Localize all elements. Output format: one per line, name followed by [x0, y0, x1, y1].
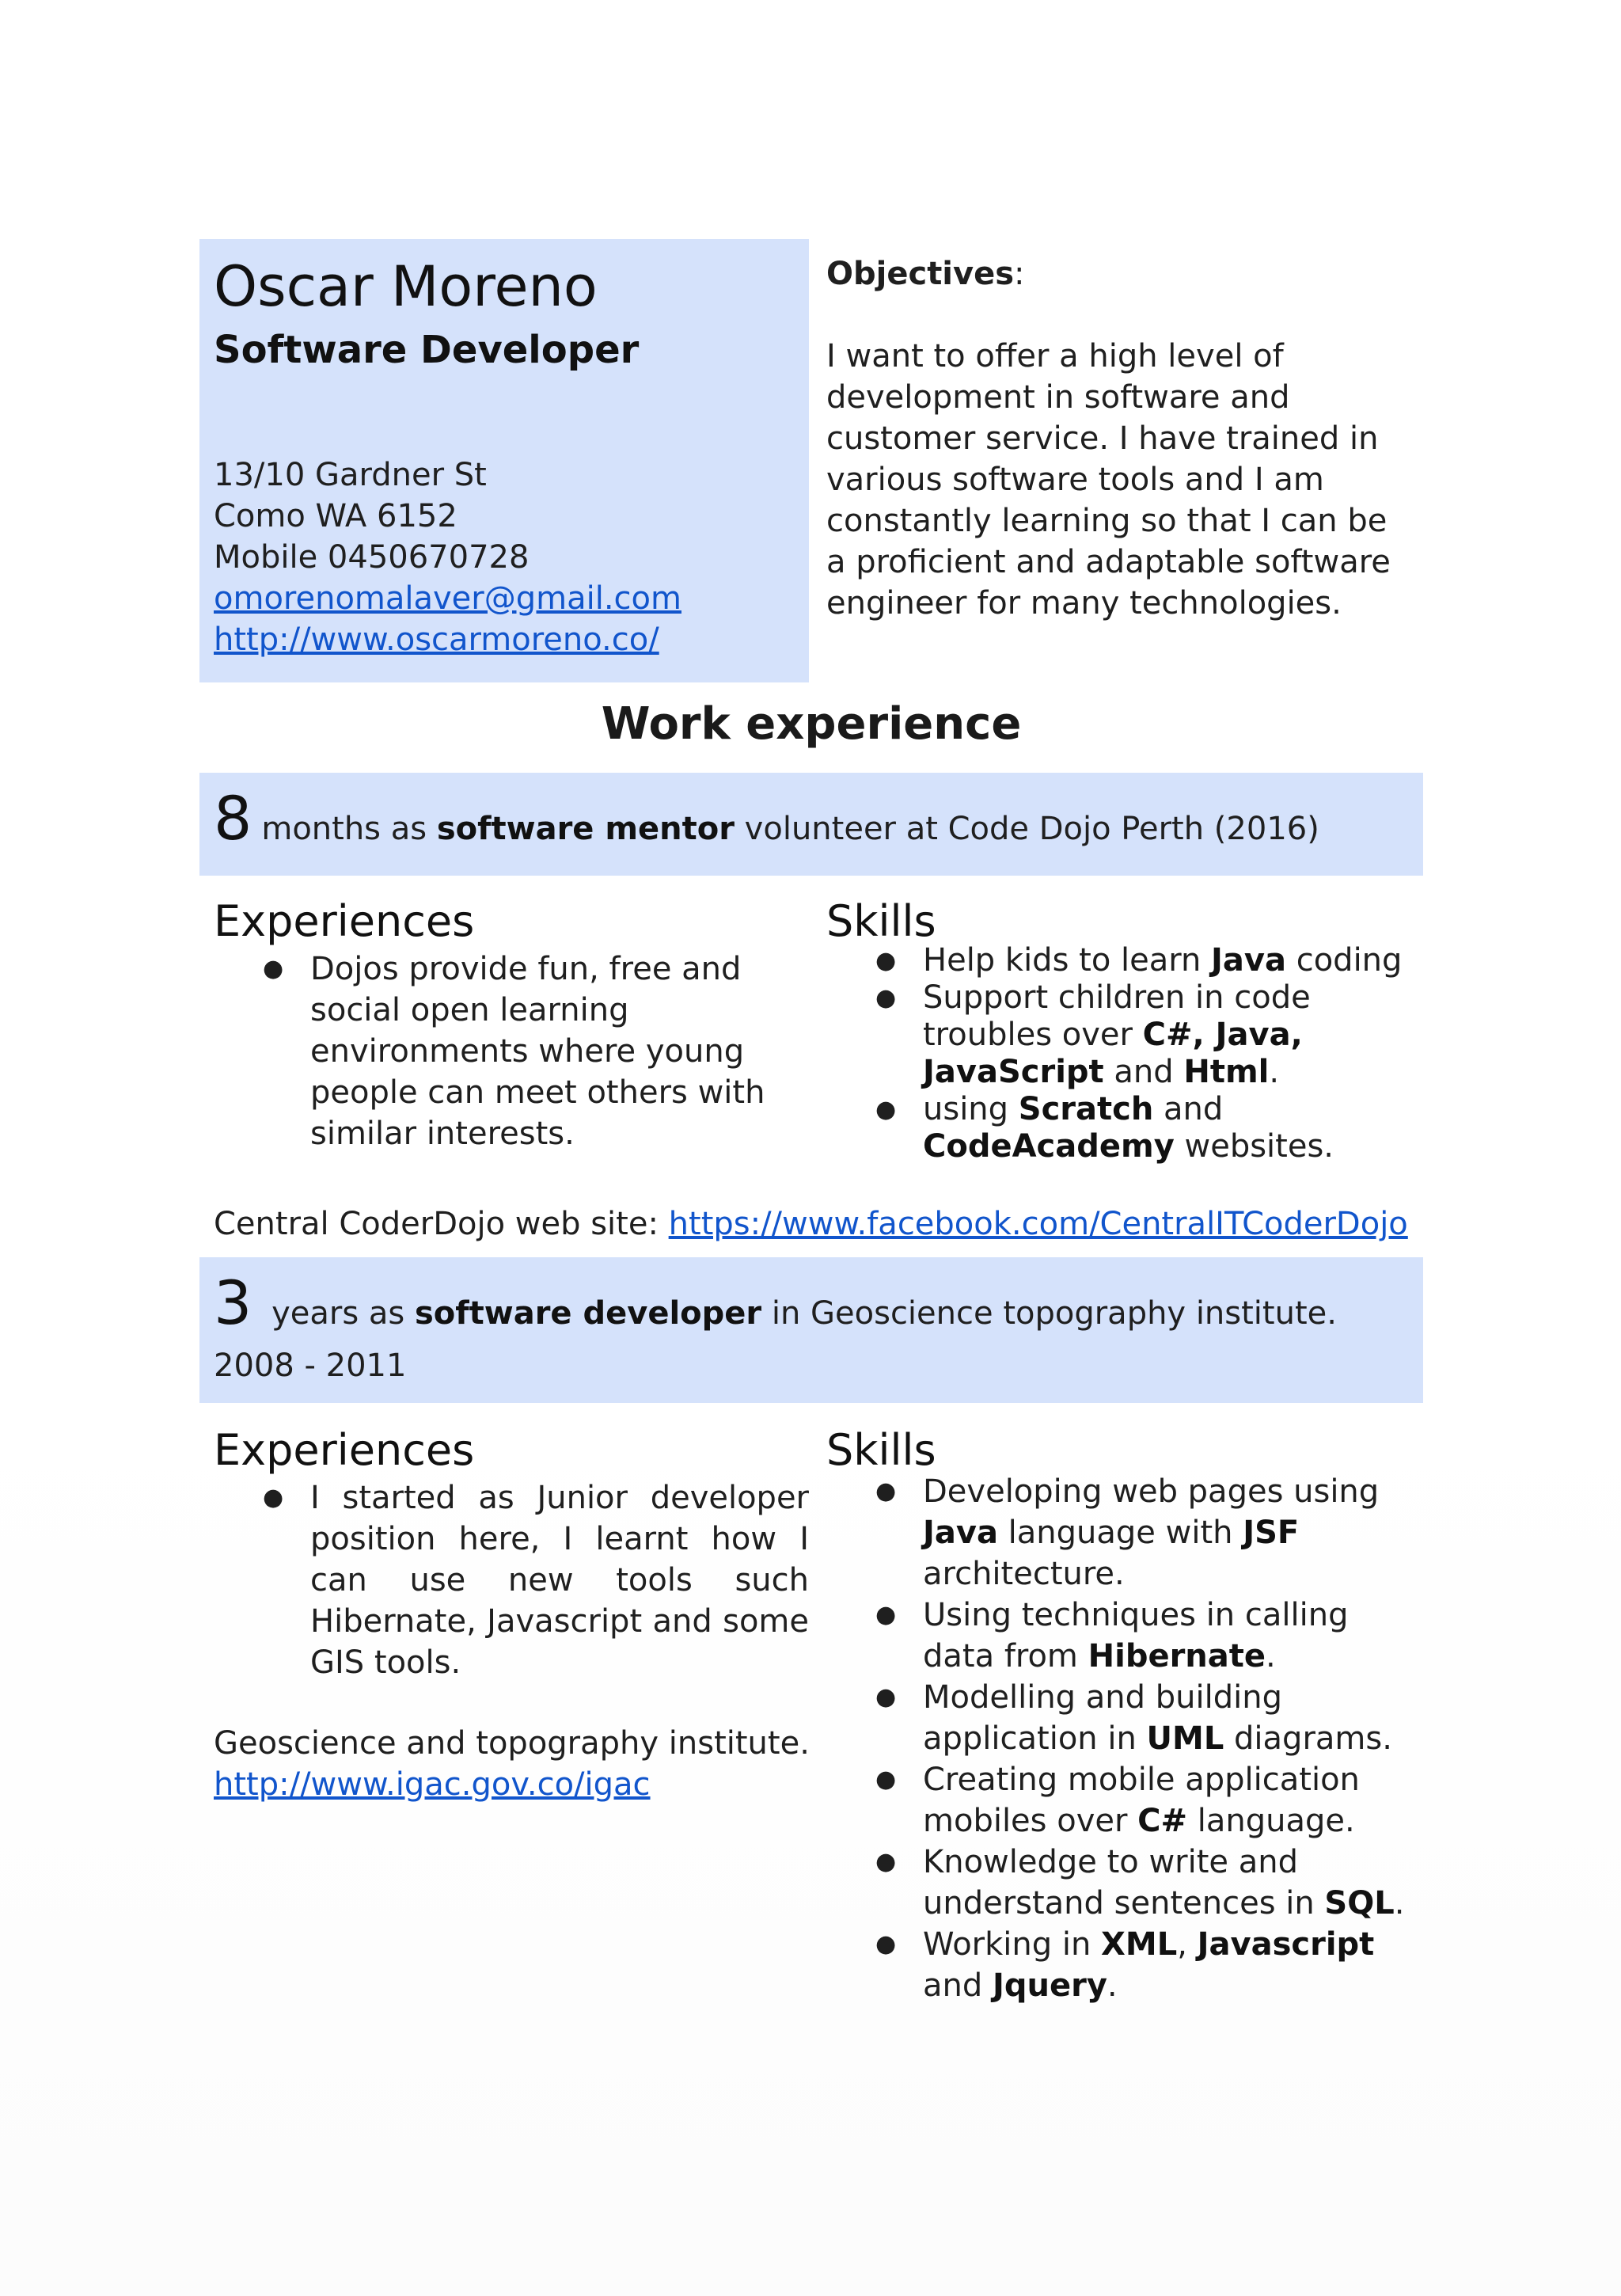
job-1-text-after: volunteer at Code Dojo Perth (2016): [734, 811, 1319, 847]
contact-details: [214, 454, 795, 660]
candidate-name: Oscar Moreno: [214, 254, 598, 319]
job-1-banner: [199, 773, 1423, 876]
address-line-2: Como WA 6152: [214, 498, 457, 534]
contact-card: [199, 239, 809, 682]
job-1-role: software mentor: [436, 811, 735, 847]
job-1-skill-item: ● Help kids to learn Java coding: [826, 942, 1412, 979]
job-2-banner: [199, 1257, 1423, 1403]
job-1-skill-item: ● Support children in code troubles over C#, Java, JavaScript and Html.: [826, 979, 1412, 1091]
job-2-text-after: in Geoscience topography institute.: [761, 1295, 1337, 1332]
job-2-dates: 2008 - 2011: [214, 1348, 407, 1384]
job-1-experience-item: ● Dojos provide fun, free and social open learning environments where young people can meet others with similar interests.: [214, 948, 809, 1154]
job-2-experiences: [199, 1425, 809, 1683]
objectives-colon: :: [1014, 256, 1025, 292]
address-line-1: 13/10 Gardner St: [214, 457, 487, 493]
objectives-text: I want to offer a high level of development in software and customer service. I have trained in various software tools and I am constantly learning so that I can be a proficient and adaptable software engineer for many technologies.: [826, 338, 1391, 622]
job-1-summary: [214, 783, 1409, 861]
job-2-skills-heading: Skills: [826, 1425, 936, 1475]
job-2-summary: [214, 1268, 1409, 1345]
job-1-text-before: months as: [261, 811, 437, 847]
job-2-text-before: years as: [261, 1295, 415, 1332]
job-2-skill-item: ● Knowledge to write and understand sentences in SQL.: [826, 1842, 1412, 1924]
job-2-org-name: Geoscience and topography institute.: [214, 1725, 810, 1762]
job-2-duration-number: 3: [214, 1268, 252, 1338]
objectives-label: Objectives: [826, 256, 1015, 292]
candidate-role: Software Developer: [214, 328, 640, 372]
job-1-skill-item: ● using Scratch and CodeAcademy websites.: [826, 1091, 1412, 1165]
job-2-experience-item: ● I started as Junior developer position here, I learnt how I can use new tools such Hibernate, Javascript and some GIS tools.: [214, 1477, 809, 1683]
job-1-experiences-heading: Experiences: [214, 896, 475, 946]
job-2-skill-item: ● Modelling and building application in UML diagrams.: [826, 1677, 1412, 1759]
website-link[interactable]: http://www.oscarmoreno.co/: [214, 622, 659, 658]
job-2-skill-item: ● Creating mobile application mobiles over C# language.: [826, 1759, 1412, 1842]
job-2-organisation: [214, 1723, 810, 1805]
job-2-role: software developer: [414, 1295, 762, 1332]
job-2-skill-item: ● Developing web pages using Java language with JSF architecture.: [826, 1471, 1412, 1595]
coderdojo-site-link[interactable]: https://www.facebook.com/CentralITCoderDojo: [668, 1206, 1408, 1242]
job-1-skills-heading: Skills: [826, 896, 936, 946]
job-2-skill-item: ● Working in XML, Javascript and Jquery.: [826, 1924, 1412, 2006]
job-1-experiences: [199, 896, 809, 1154]
mobile-number: Mobile 0450670728: [214, 539, 530, 576]
email-link[interactable]: omorenomalaver@gmail.com: [214, 580, 681, 617]
job-1-skills: [826, 896, 1412, 1165]
coderdojo-site-label: Central CoderDojo web site:: [214, 1206, 669, 1242]
objectives-section: [826, 253, 1412, 624]
work-experience-heading: Work experience: [601, 698, 1022, 750]
job-1-duration-number: 8: [214, 783, 252, 853]
job-2-skills: [826, 1425, 1412, 2006]
job-2-org-link[interactable]: http://www.igac.gov.co/igac: [214, 1766, 651, 1803]
job-2-skill-item: ● Using techniques in calling data from Hibernate.: [826, 1595, 1412, 1677]
job-2-experiences-heading: Experiences: [214, 1425, 475, 1475]
coderdojo-website: [214, 1203, 1408, 1245]
